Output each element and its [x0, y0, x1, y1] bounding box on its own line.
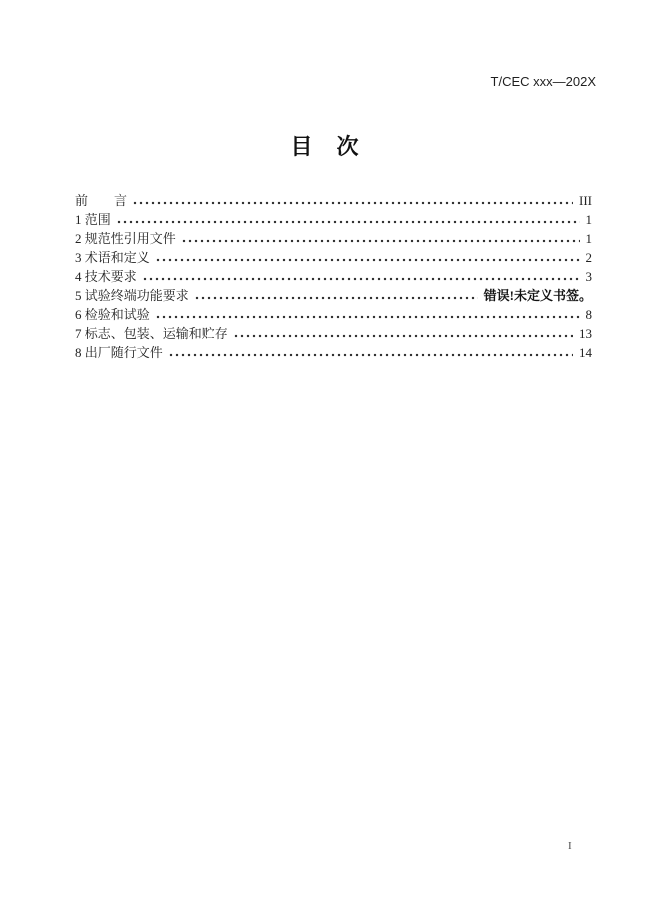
toc-entry-3 [75, 247, 592, 266]
toc-entry-page: 14 [579, 345, 592, 360]
dot-leader [181, 228, 580, 247]
toc-entry-8 [75, 342, 592, 361]
toc-entry-4 [75, 266, 592, 285]
toc-entry-1 [75, 209, 592, 228]
toc-entry-page: 3 [585, 269, 592, 284]
dot-leader [168, 342, 573, 361]
toc-entry-page: 1 [585, 212, 592, 227]
page-title: 目 次 [290, 135, 360, 160]
dot-leader [155, 247, 580, 266]
dot-leader [233, 323, 573, 342]
toc-entry-page-error: 错误!未定义书签。 [483, 288, 592, 303]
toc-entry-6 [75, 304, 592, 323]
toc-entry-page: 8 [585, 307, 592, 322]
dot-leader [194, 285, 478, 304]
dot-leader [142, 266, 580, 285]
toc-entry-page: 2 [585, 250, 592, 265]
toc-entry-label: 2 规范性引用文件 [75, 231, 176, 246]
toc-entry-label: 3 术语和定义 [75, 250, 150, 265]
toc-entry-2 [75, 228, 592, 247]
toc-entry-label: 4 技术要求 [75, 269, 137, 284]
toc-entry-label: 6 检验和试验 [75, 307, 150, 322]
toc-entry-7 [75, 323, 592, 342]
toc-entry-label: 8 出厂随行文件 [75, 345, 163, 360]
table-of-contents [75, 190, 592, 361]
toc-entry-5 [75, 285, 592, 304]
toc-entry-page: 1 [585, 231, 592, 246]
toc-entry-label: 1 范围 [75, 212, 111, 227]
toc-entry-label: 7 标志、包装、运输和贮存 [75, 326, 228, 341]
toc-entry-label: 前 言 [75, 193, 128, 208]
toc-entry-label: 5 试验终端功能要求 [75, 288, 189, 303]
document-code-header: T/CEC xxx—202X [490, 74, 596, 89]
dot-leader [132, 190, 573, 209]
toc-entry-page: III [579, 193, 592, 208]
toc-entry-foreword [75, 190, 592, 209]
dot-leader [155, 304, 580, 323]
dot-leader [116, 209, 580, 228]
footer-page-number: I [568, 840, 572, 852]
toc-entry-page: 13 [579, 326, 592, 341]
